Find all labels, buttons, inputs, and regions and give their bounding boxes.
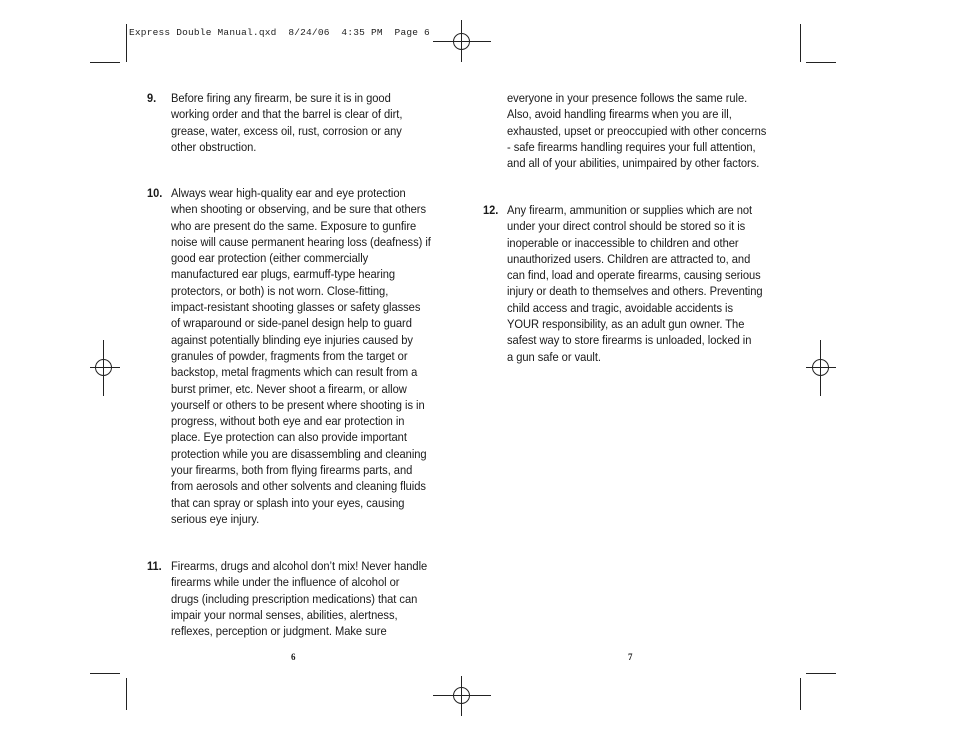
crop-mark-top-left-vertical xyxy=(126,24,127,62)
continued-text xyxy=(483,90,783,171)
item-text: Any firearm, ammunition or supplies which are not under your direct control should be stored so it is inoperable or inaccessible to children and other unauthorized users. Children are attracted to, and can find, load and operate firearms, causing serious injury or death to themselves and others. Preventing child access and tragic, avoidable accidents is YOUR responsibility, as an adult gun owner. The safest way to store firearms is unloaded, locked in a gun safe or vault. xyxy=(507,203,763,364)
crop-mark-top-left-horizontal xyxy=(90,62,120,63)
item-number: 12. xyxy=(483,203,499,217)
item-number: 9. xyxy=(147,91,157,105)
file-slug-line: Express Double Manual.qxd 8/24/06 4:35 PM Page 6 xyxy=(129,27,430,38)
crop-mark-bottom-left-vertical xyxy=(126,678,127,710)
item-number: 10. xyxy=(147,186,163,200)
page-number-right: 7 xyxy=(628,652,633,662)
item-text: Before firing any firearm, be sure it is in good working order and that the barrel is clear of dirt, grease, water, excess oil, rust, corrosion or any other obstruction. xyxy=(171,91,403,154)
list-item-10 xyxy=(147,185,447,527)
item-text: Always wear high-quality ear and eye protection when shooting or observing, and be sure that others who are present do the same. Exposure to gunfire noise will cause permanent hearing loss (deafness) if good ear protection (either commercially manufactured ear plugs, earmuff-type hearing protectors, or both) is not worn. Close-fitting, impact-resistant shooting glasses or safety glasses of wraparound or side-panel design help to guard against potentially blinding eye injuries caused by granules of powder, fragments from the target or backstop, metal fragments which can result from a burst primer, etc. Never shoot a firearm, or allow yourself or others to be present where shooting is in progress, without both eye and ear protection in place. Eye protection can also provide important protection while you are disassembling and cleaning your firearms, both from flying firearms parts, and from aerosols and other solvents and cleaning fluids that can spray or splash into your eyes, causing serious eye injury. xyxy=(171,186,431,526)
crop-mark-bottom-right-vertical xyxy=(800,678,801,710)
crop-mark-top-right-vertical xyxy=(800,24,801,62)
crop-mark-top-right-horizontal xyxy=(806,62,836,63)
list-item-11 xyxy=(147,558,447,639)
item-text: Firearms, drugs and alcohol don’t mix! Never handle firearms while under the influence of alcohol or drugs (including prescription medications) that can impair your normal senses, abilities, alertness, reflexes, perception or judgment. Make sure xyxy=(171,559,428,639)
list-item-12 xyxy=(483,202,783,365)
list-item-9 xyxy=(147,90,447,155)
item-number: 11. xyxy=(147,559,162,573)
crop-mark-bottom-right-horizontal xyxy=(806,673,836,674)
page-number-left: 6 xyxy=(291,652,296,662)
continuation-text: everyone in your presence follows the same rule. Also, avoid handling firearms when you are ill, exhausted, upset or preoccupied with other concerns - safe firearms handling requires your full attention, and all of your abilities, unimpaired by other factors. xyxy=(507,91,767,171)
crop-mark-bottom-left-horizontal xyxy=(90,673,120,674)
